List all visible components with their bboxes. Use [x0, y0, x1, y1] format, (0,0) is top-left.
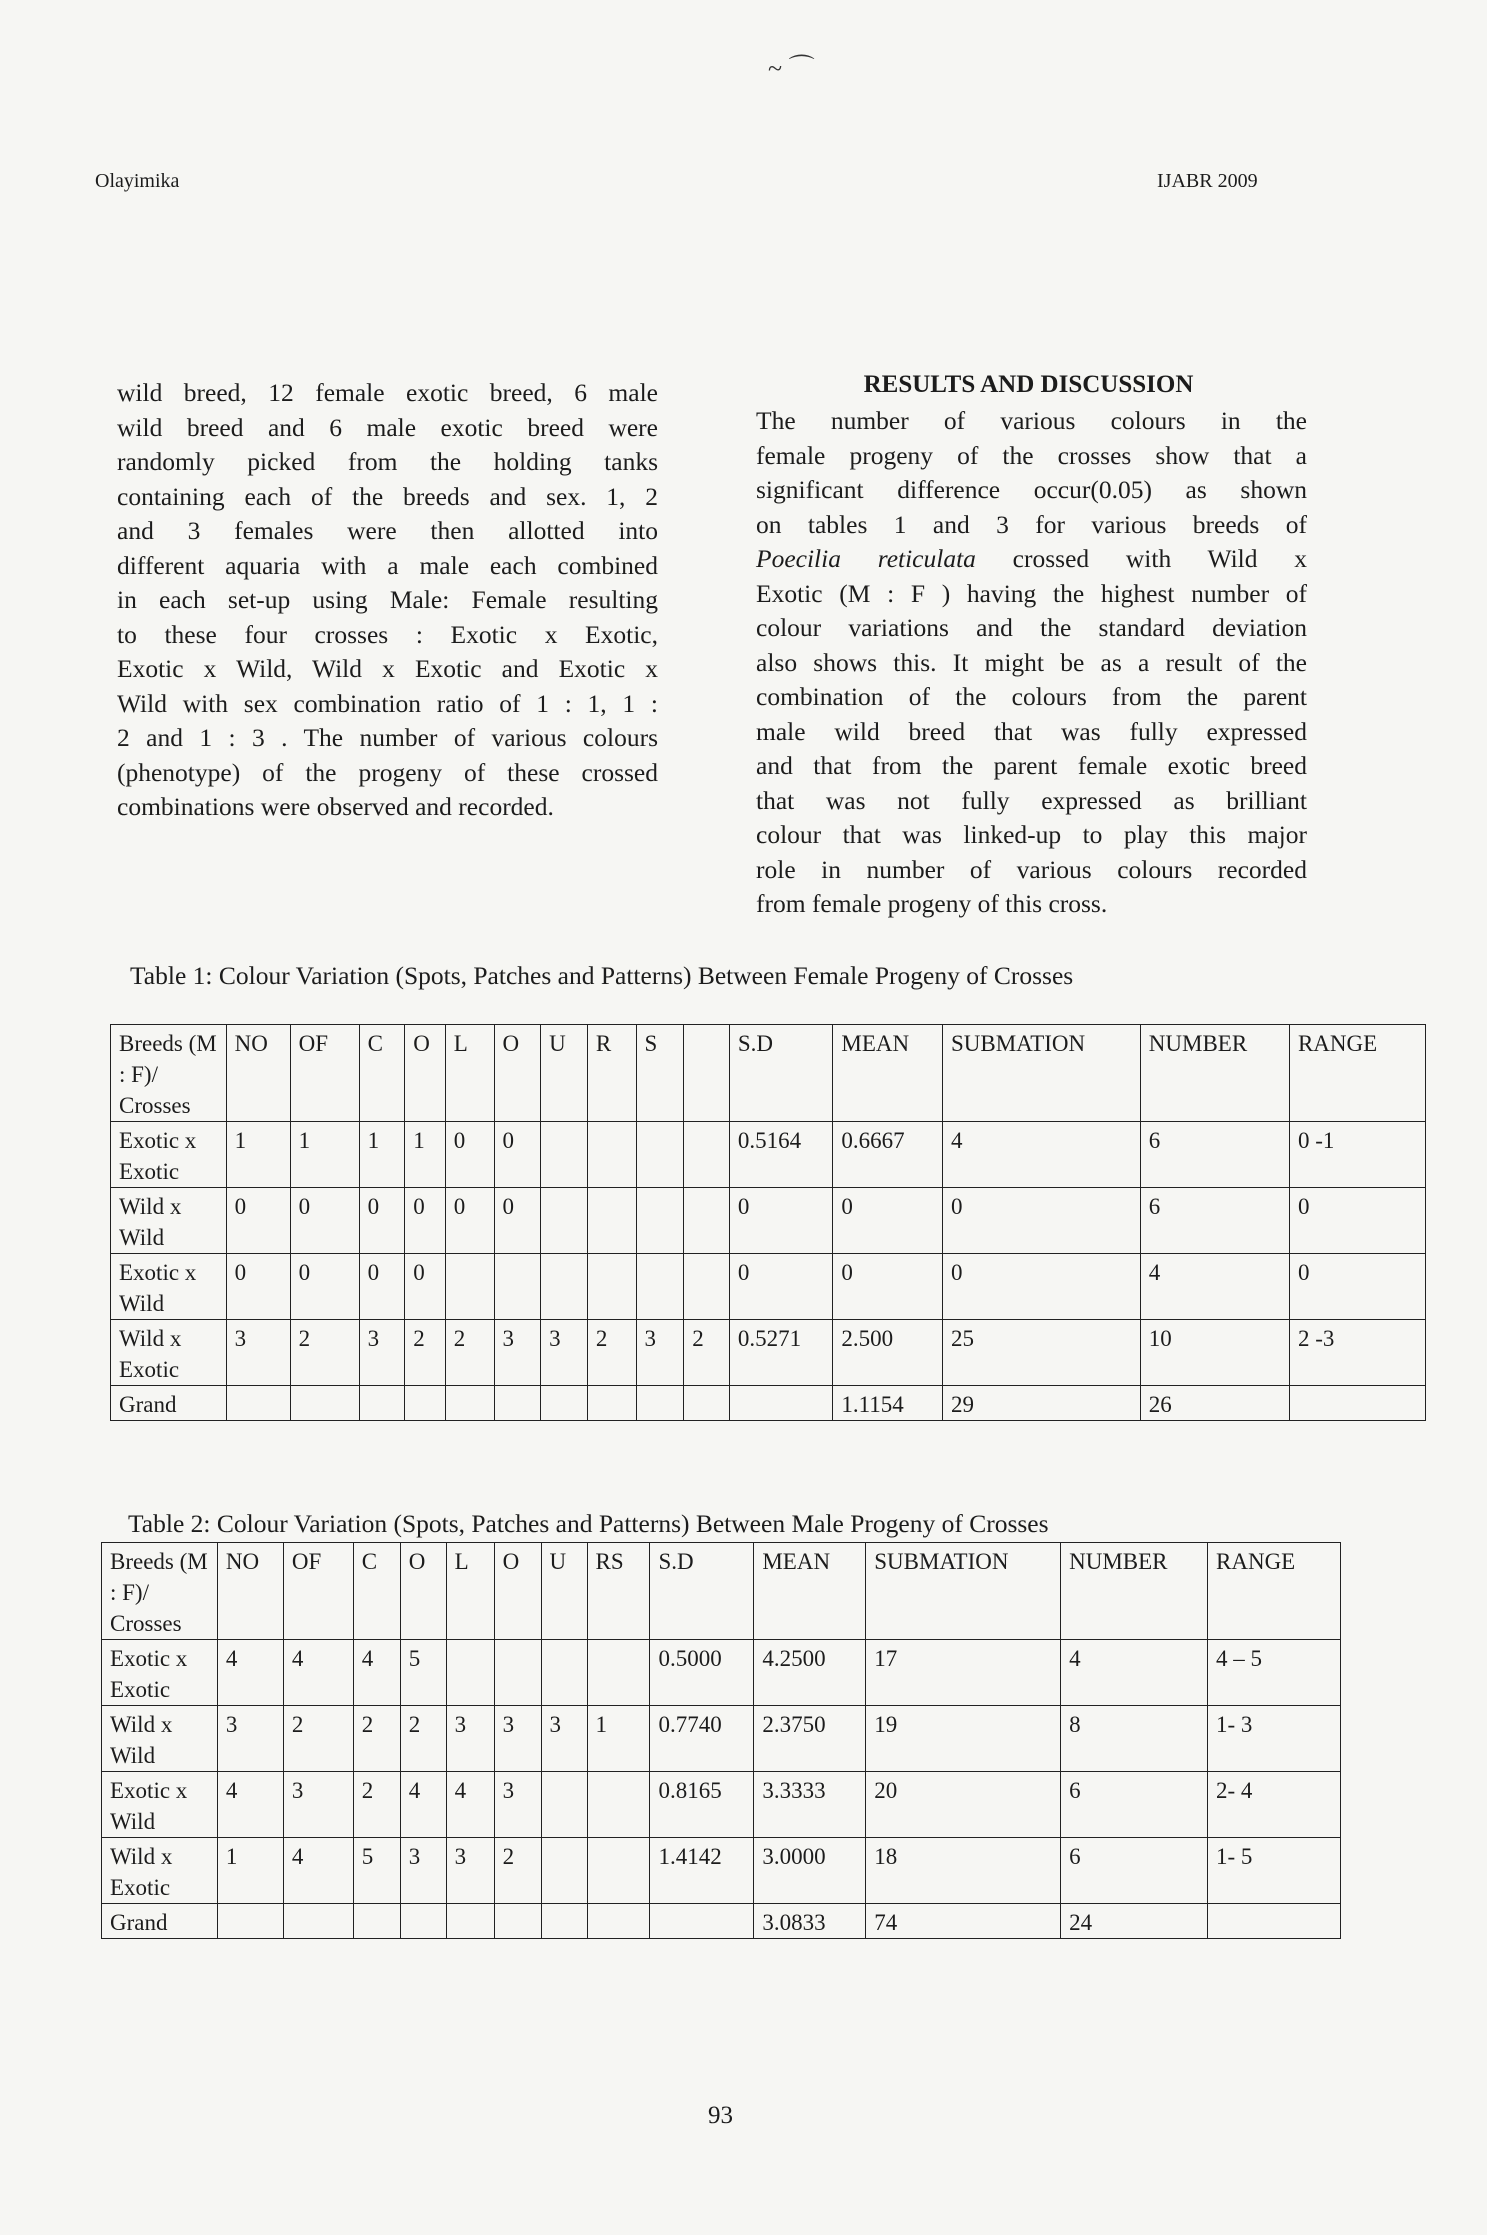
text-line: combination of the colours from the parent	[756, 682, 1307, 711]
table-cell: 1	[226, 1122, 290, 1188]
table-cell: 1.4142	[650, 1838, 754, 1904]
table-cell: OF	[283, 1543, 353, 1640]
table-cell	[587, 1386, 636, 1421]
row-label-cell: Exotic x Wild	[111, 1254, 227, 1320]
table-row	[111, 1320, 1426, 1386]
text-line: role in number of various colours recorded	[756, 854, 1307, 884]
table-cell: 0	[1289, 1254, 1425, 1320]
table2	[101, 1542, 1341, 1939]
table-cell	[445, 1254, 494, 1320]
text-line: in each set-up using Male: Female resulting	[117, 585, 658, 614]
table-cell	[290, 1386, 359, 1421]
row-label-cell: Breeds (M : F)/ Crosses	[111, 1025, 227, 1122]
table-cell: 3	[217, 1706, 283, 1772]
table-cell: 6	[1061, 1838, 1208, 1904]
table-cell: 1- 3	[1208, 1706, 1341, 1772]
table-cell	[359, 1386, 405, 1421]
table-cell: O	[400, 1543, 446, 1640]
table-cell: U	[541, 1025, 588, 1122]
table-cell: 0	[1289, 1188, 1425, 1254]
table-cell: 0	[729, 1188, 832, 1254]
table-cell: 2	[494, 1838, 541, 1904]
table-cell: 0	[833, 1254, 943, 1320]
table-row	[102, 1706, 1341, 1772]
table-row	[111, 1188, 1426, 1254]
row-label-cell: Breeds (M : F)/ Crosses	[102, 1543, 218, 1640]
table-cell: 3.0000	[754, 1838, 866, 1904]
table-cell	[684, 1122, 730, 1188]
table-cell	[636, 1122, 684, 1188]
table-cell	[684, 1025, 730, 1122]
text-line: to these four crosses : Exotic x Exotic,	[117, 619, 658, 649]
table-cell: OF	[290, 1025, 359, 1122]
table-cell	[400, 1904, 446, 1939]
table-cell: 3	[494, 1320, 541, 1386]
table-cell: 3	[446, 1706, 494, 1772]
table-cell: 3.0833	[754, 1904, 866, 1939]
table-cell: 4	[353, 1640, 400, 1706]
table-cell: 74	[866, 1904, 1061, 1939]
table-row	[111, 1122, 1426, 1188]
table-cell: 0	[445, 1122, 494, 1188]
table-cell: S.D	[729, 1025, 832, 1122]
table-cell	[684, 1254, 730, 1320]
table-cell	[283, 1904, 353, 1939]
text-line: Poecilia reticulata crossed with Wild x	[756, 544, 1307, 573]
table-cell: O	[405, 1025, 446, 1122]
text-line: colour that was linked-up to play this major	[756, 820, 1307, 849]
table-cell	[541, 1386, 588, 1421]
table-row	[102, 1904, 1341, 1939]
table-cell: RS	[587, 1543, 650, 1640]
table-cell: 2	[445, 1320, 494, 1386]
table-cell: MEAN	[754, 1543, 866, 1640]
table-cell: 2	[684, 1320, 730, 1386]
table-cell	[729, 1386, 832, 1421]
table1	[110, 1024, 1426, 1421]
text-line: male wild breed that was fully expressed	[756, 716, 1307, 746]
table-cell	[587, 1254, 636, 1320]
table-cell: 0	[290, 1188, 359, 1254]
table-cell: 0	[359, 1254, 405, 1320]
table-cell	[494, 1640, 541, 1706]
table-cell: 0	[405, 1188, 446, 1254]
table-cell: 2	[353, 1706, 400, 1772]
table-header-row	[102, 1543, 1341, 1640]
text-line: from female progeny of this cross.	[756, 889, 1108, 918]
table-cell: L	[445, 1025, 494, 1122]
table-cell	[353, 1904, 400, 1939]
table-cell: 1	[405, 1122, 446, 1188]
text-line: randomly picked from the holding tanks	[117, 447, 658, 476]
table-cell	[636, 1386, 684, 1421]
table-cell: 0.7740	[650, 1706, 754, 1772]
table-cell: NO	[226, 1025, 290, 1122]
table-cell: 0	[942, 1254, 1140, 1320]
table-cell: 25	[942, 1320, 1140, 1386]
table-cell: 0.5164	[729, 1122, 832, 1188]
table-cell: S.D	[650, 1543, 754, 1640]
table-cell	[636, 1254, 684, 1320]
running-head-journal: IJABR 2009	[1157, 170, 1258, 192]
row-label-cell: Exotic x Exotic	[111, 1122, 227, 1188]
table-cell	[587, 1122, 636, 1188]
table-cell: 1	[290, 1122, 359, 1188]
table-cell	[541, 1904, 587, 1939]
table-cell	[684, 1188, 730, 1254]
row-label-cell: Wild x Wild	[102, 1706, 218, 1772]
table-cell	[1208, 1904, 1341, 1939]
table-row	[102, 1640, 1341, 1706]
table-cell	[587, 1838, 650, 1904]
left-column-text	[117, 376, 658, 825]
table-cell: 3	[636, 1320, 684, 1386]
table-cell: 2	[587, 1320, 636, 1386]
row-label-cell: Exotic x Wild	[102, 1772, 218, 1838]
table-cell: SUBMATION	[866, 1543, 1061, 1640]
table-cell: 8	[1061, 1706, 1208, 1772]
table-cell: 4	[942, 1122, 1140, 1188]
table-cell: 0	[226, 1254, 290, 1320]
table-row	[102, 1772, 1341, 1838]
row-label-cell: Wild x Exotic	[102, 1838, 218, 1904]
table-cell: MEAN	[833, 1025, 943, 1122]
table-cell: 20	[866, 1772, 1061, 1838]
text-line: on tables 1 and 3 for various breeds of	[756, 509, 1307, 539]
table-cell: 4.2500	[754, 1640, 866, 1706]
table-cell: 2.3750	[754, 1706, 866, 1772]
table-cell: 6	[1061, 1772, 1208, 1838]
table1-caption: Table 1: Colour Variation (Spots, Patches and Patterns) Between Female Progeny of Crosses	[130, 961, 1074, 990]
table-cell	[445, 1386, 494, 1421]
table-cell: 0	[226, 1188, 290, 1254]
table-cell: U	[541, 1543, 587, 1640]
table-cell: O	[494, 1025, 541, 1122]
table-cell: 0	[290, 1254, 359, 1320]
table-cell: 17	[866, 1640, 1061, 1706]
table-cell: 3	[494, 1706, 541, 1772]
table-cell: 19	[866, 1706, 1061, 1772]
table-cell	[494, 1904, 541, 1939]
table-cell: 24	[1061, 1904, 1208, 1939]
section-heading: RESULTS AND DISCUSSION	[863, 371, 1194, 398]
table-cell: 2	[353, 1772, 400, 1838]
table-cell: 4	[400, 1772, 446, 1838]
text-line: colour variations and the standard deviation	[756, 613, 1307, 642]
table-cell	[226, 1386, 290, 1421]
table-cell: 0.6667	[833, 1122, 943, 1188]
text-line: The number of various colours in the	[756, 406, 1307, 435]
row-label-cell: Grand	[111, 1386, 227, 1421]
results-paragraph	[756, 404, 1307, 922]
table-cell: RANGE	[1208, 1543, 1341, 1640]
table-cell	[587, 1772, 650, 1838]
table-cell	[405, 1386, 446, 1421]
table-cell: 1	[359, 1122, 405, 1188]
table-header-row	[111, 1025, 1426, 1122]
table-cell	[684, 1386, 730, 1421]
running-head-author: Olayimika	[95, 170, 180, 192]
table-cell: 10	[1140, 1320, 1289, 1386]
table-cell: 29	[942, 1386, 1140, 1421]
table-cell: 3.3333	[754, 1772, 866, 1838]
table-cell: 4	[283, 1838, 353, 1904]
table-cell: 3	[541, 1706, 587, 1772]
table-cell	[541, 1254, 588, 1320]
table-cell: NO	[217, 1543, 283, 1640]
table-cell: O	[494, 1543, 541, 1640]
table-cell: 4 – 5	[1208, 1640, 1341, 1706]
table-cell: 4	[446, 1772, 494, 1838]
table-cell: NUMBER	[1140, 1025, 1289, 1122]
table-cell	[587, 1640, 650, 1706]
table-cell	[587, 1904, 650, 1939]
table-cell: 2	[405, 1320, 446, 1386]
table-cell: 1.1154	[833, 1386, 943, 1421]
table-cell: 4	[217, 1772, 283, 1838]
table-cell	[541, 1772, 587, 1838]
table-cell: 0	[942, 1188, 1140, 1254]
text-line: also shows this. It might be as a result of the	[756, 647, 1307, 677]
table-cell	[446, 1640, 494, 1706]
text-line: that was not fully expressed as brilliant	[756, 785, 1307, 815]
table-cell: 5	[353, 1838, 400, 1904]
text-line: and that from the parent female exotic breed	[756, 751, 1307, 780]
table-cell: 18	[866, 1838, 1061, 1904]
table-cell	[541, 1122, 588, 1188]
table-cell: 0	[445, 1188, 494, 1254]
table-cell: 3	[494, 1772, 541, 1838]
text-line: and 3 females were then allotted into	[117, 516, 658, 545]
table-cell	[541, 1838, 587, 1904]
table-cell: 0.8165	[650, 1772, 754, 1838]
table-cell: 0	[494, 1122, 541, 1188]
table-cell	[217, 1904, 283, 1939]
table-cell: 1- 5	[1208, 1838, 1341, 1904]
text-line: Exotic (M : F ) having the highest number of	[756, 578, 1307, 608]
text-line: significant difference occur(0.05) as shown	[756, 475, 1307, 504]
table-cell: 4	[1140, 1254, 1289, 1320]
table-cell	[636, 1188, 684, 1254]
table-cell: 3	[541, 1320, 588, 1386]
table-cell	[1289, 1386, 1425, 1421]
table-cell: 3	[446, 1838, 494, 1904]
row-label-cell: Exotic x Exotic	[102, 1640, 218, 1706]
table-cell: 2 -3	[1289, 1320, 1425, 1386]
table-cell: 26	[1140, 1386, 1289, 1421]
table-cell: 0.5000	[650, 1640, 754, 1706]
table-cell	[494, 1254, 541, 1320]
table-cell: 6	[1140, 1122, 1289, 1188]
text-line: Wild with sex combination ratio of 1 : 1, 1 :	[117, 688, 658, 718]
table-cell: 0 -1	[1289, 1122, 1425, 1188]
table-cell: 6	[1140, 1188, 1289, 1254]
table-cell: 0	[729, 1254, 832, 1320]
table-cell: L	[446, 1543, 494, 1640]
table-cell: 3	[283, 1772, 353, 1838]
table-cell: 2	[283, 1706, 353, 1772]
text-line: wild breed and 6 male exotic breed were	[117, 412, 658, 442]
table-cell: 0	[833, 1188, 943, 1254]
table-cell	[494, 1386, 541, 1421]
text-line: (phenotype) of the progeny of these crossed	[117, 757, 658, 787]
table-cell: 4	[1061, 1640, 1208, 1706]
table-cell: C	[359, 1025, 405, 1122]
table-cell: 2- 4	[1208, 1772, 1341, 1838]
table-row	[111, 1386, 1426, 1421]
table-cell: 4	[283, 1640, 353, 1706]
page-number: 93	[708, 2102, 733, 2129]
table-cell: 3	[400, 1838, 446, 1904]
table-cell: 0	[405, 1254, 446, 1320]
table-cell	[446, 1904, 494, 1939]
table-cell	[587, 1188, 636, 1254]
table-row	[102, 1838, 1341, 1904]
table-cell: 2	[290, 1320, 359, 1386]
table-cell: SUBMATION	[942, 1025, 1140, 1122]
row-label-cell: Wild x Wild	[111, 1188, 227, 1254]
table-cell: 5	[400, 1640, 446, 1706]
table-cell	[541, 1640, 587, 1706]
table-cell: NUMBER	[1061, 1543, 1208, 1640]
table-cell: 2	[400, 1706, 446, 1772]
text-line: different aquaria with a male each combined	[117, 550, 658, 580]
table-cell: 1	[217, 1838, 283, 1904]
table-cell: 3	[359, 1320, 405, 1386]
table-cell: 1	[587, 1706, 650, 1772]
table-cell	[650, 1904, 754, 1939]
table-cell: 3	[226, 1320, 290, 1386]
text-line: 2 and 1 : 3 . The number of various colours	[117, 723, 658, 752]
table-cell: S	[636, 1025, 684, 1122]
text-line: combinations were observed and recorded.	[117, 792, 554, 821]
row-label-cell: Wild x Exotic	[111, 1320, 227, 1386]
scan-mark: ~ ⌒	[768, 54, 815, 83]
table-cell: 4	[217, 1640, 283, 1706]
species-name: Poecilia reticulata	[756, 544, 976, 573]
row-label-cell: Grand	[102, 1904, 218, 1939]
table2-caption: Table 2: Colour Variation (Spots, Patches and Patterns) Between Male Progeny of Crosses	[128, 1509, 1049, 1538]
table-cell: RANGE	[1289, 1025, 1425, 1122]
table-cell: 0.5271	[729, 1320, 832, 1386]
text-line: containing each of the breeds and sex. 1, 2	[117, 481, 658, 511]
table-cell: 0	[359, 1188, 405, 1254]
table-cell: 0	[494, 1188, 541, 1254]
table-cell: 2.500	[833, 1320, 943, 1386]
table-cell: R	[587, 1025, 636, 1122]
table-cell: C	[353, 1543, 400, 1640]
text-line: wild breed, 12 female exotic breed, 6 male	[117, 378, 658, 407]
table-cell	[541, 1188, 588, 1254]
text-line: female progeny of the crosses show that a	[756, 440, 1307, 470]
text-line: Exotic x Wild, Wild x Exotic and Exotic x	[117, 654, 658, 683]
table-row	[111, 1254, 1426, 1320]
